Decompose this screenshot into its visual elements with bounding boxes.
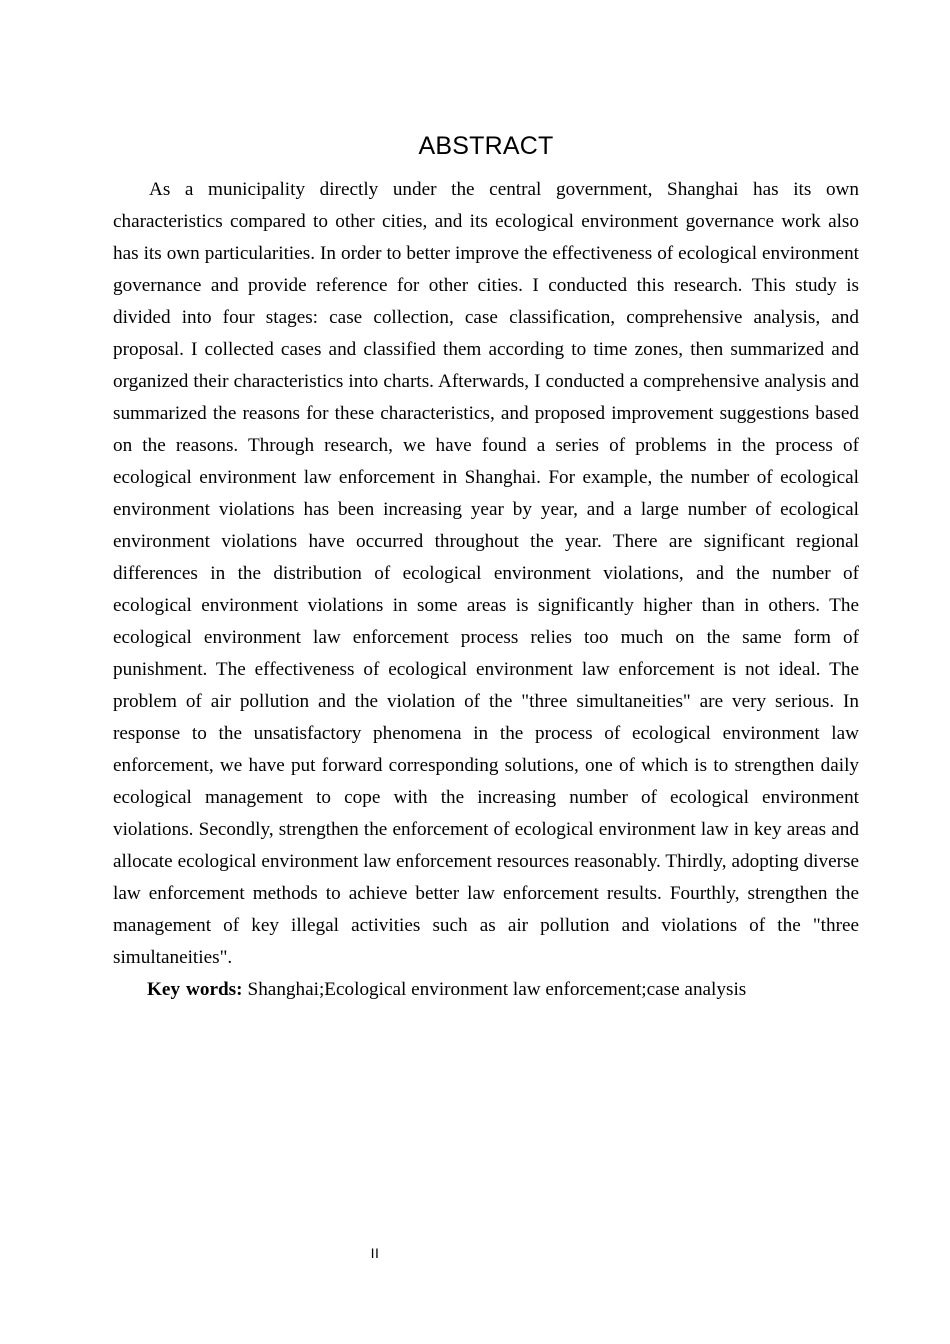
abstract-text-column — [113, 174, 859, 1006]
abstract-body-paragraph: As a municipality directly under the central government, Shanghai has its own characteristics compared to other cities, and its ecological environment governance work also has its own particularities. In order to better improve the effectiveness of ecological environment governance and provide reference for other cities. I conducted this research. This study is divided into four stages: case collection, case classification, comprehensive analysis, and proposal. I collected cases and classified them according to time zones, then summarized and organized their characteristics into charts. Afterwards, I conducted a comprehensive analysis and summarized the reasons for these characteristics, and proposed improvement suggestions based on the reasons. Through research, we have found a series of problems in the process of ecological environment law enforcement in Shanghai. For example, the number of ecological environment violations has been increasing year by year, and a large number of ecological environment violations have occurred throughout the year. There are significant regional differences in the distribution of ecological environment violations, and the number of ecological environment violations in some areas is significantly higher than in others. The ecological environment law enforcement process relies too much on the same form of punishment. The effectiveness of ecological environment law enforcement is not ideal. The problem of air pollution and the violation of the "three simultaneities" are very serious. In response to the unsatisfactory phenomena in the process of ecological environment law enforcement, we have put forward corresponding solutions, one of which is to strengthen daily ecological management to cope with the increasing number of ecological environment violations. Secondly, strengthen the enforcement of ecological environment law in key areas and allocate ecological environment law enforcement resources reasonably. Thirdly, adopting diverse law enforcement methods to achieve better law enforcement results. Fourthly, strengthen the management of key illegal activities such as air pollution and violations of the "three simultaneities". — [113, 179, 859, 968]
keywords-value: Shanghai;Ecological environment law enforcement;case analysis — [247, 979, 747, 1000]
keywords-label-second: words: — [186, 979, 243, 1000]
keywords-line — [113, 974, 859, 1006]
page-title: ABSTRACT — [418, 131, 554, 160]
keywords-label-first: Key — [147, 979, 181, 1000]
page-number: II — [370, 1245, 380, 1261]
keywords-label — [147, 979, 243, 1000]
page-footer — [0, 1243, 950, 1263]
